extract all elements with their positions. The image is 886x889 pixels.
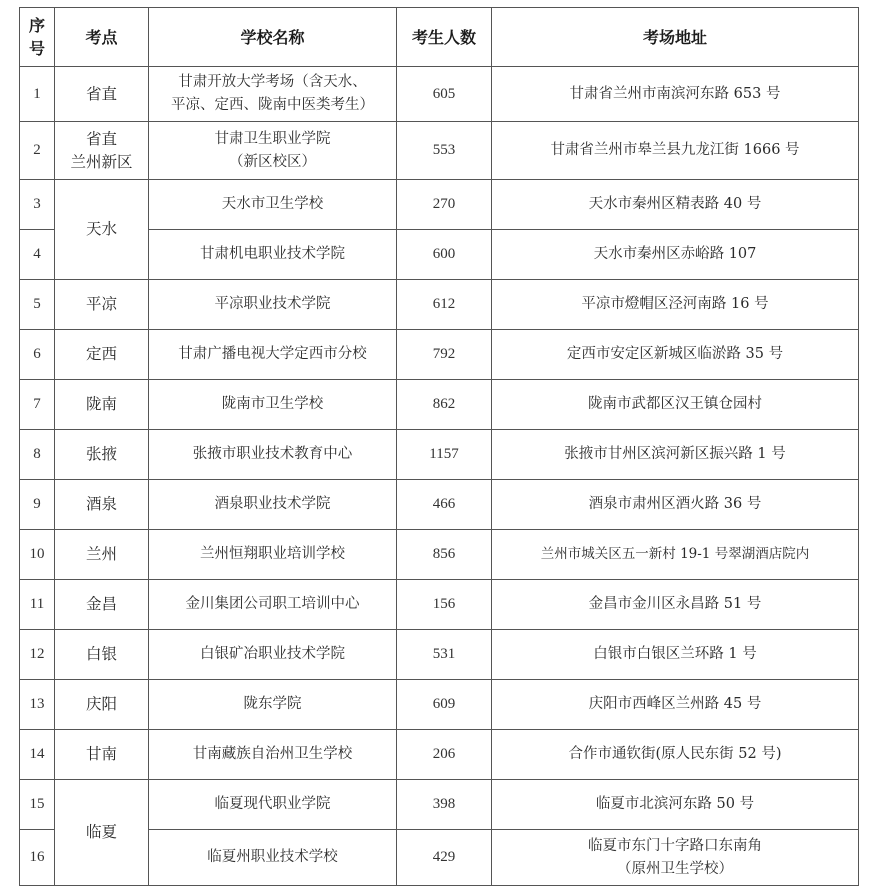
cell-address: 酒泉市肃州区酒火路 36 号	[492, 480, 859, 530]
cell-school: 天水市卫生学校	[149, 180, 397, 230]
cell-address: 金昌市金川区永昌路 51 号	[492, 580, 859, 630]
cell-count: 429	[397, 830, 492, 886]
cell-school	[149, 122, 397, 180]
table-row	[20, 180, 859, 230]
cell-seq: 9	[20, 480, 55, 530]
cell-count: 605	[397, 67, 492, 122]
cell-school: 甘肃广播电视大学定西市分校	[149, 330, 397, 380]
cell-seq: 11	[20, 580, 55, 630]
table-row	[20, 530, 859, 580]
cell-address: 张掖市甘州区滨河新区振兴路 1 号	[492, 430, 859, 480]
table-row	[20, 730, 859, 780]
cell-point-line: 省直	[85, 129, 117, 148]
cell-address: 合作市通钦街(原人民东街 52 号)	[492, 730, 859, 780]
cell-point-line: 兰州新区	[70, 152, 133, 171]
cell-seq: 15	[20, 780, 55, 830]
cell-seq: 12	[20, 630, 55, 680]
cell-point: 定西	[55, 330, 149, 380]
cell-address: 甘肃省兰州市皋兰县九龙江街 1666 号	[492, 122, 859, 180]
cell-school: 临夏现代职业学院	[149, 780, 397, 830]
cell-school: 酒泉职业技术学院	[149, 480, 397, 530]
cell-seq: 14	[20, 730, 55, 780]
cell-point: 天水	[55, 180, 149, 280]
cell-count: 792	[397, 330, 492, 380]
cell-seq: 1	[20, 67, 55, 122]
cell-count: 862	[397, 380, 492, 430]
cell-school: 陇南市卫生学校	[149, 380, 397, 430]
cell-school: 临夏州职业技术学校	[149, 830, 397, 886]
cell-seq: 16	[20, 830, 55, 886]
cell-point	[55, 122, 149, 180]
cell-count: 270	[397, 180, 492, 230]
cell-count: 398	[397, 780, 492, 830]
table-row	[20, 780, 859, 830]
cell-seq: 4	[20, 230, 55, 280]
cell-seq: 3	[20, 180, 55, 230]
cell-point: 张掖	[55, 430, 149, 480]
header-seq-line: 号	[28, 39, 45, 58]
cell-seq: 2	[20, 122, 55, 180]
cell-school: 张掖市职业技术教育中心	[149, 430, 397, 480]
cell-count: 156	[397, 580, 492, 630]
cell-school	[149, 67, 397, 122]
cell-point: 白银	[55, 630, 149, 680]
cell-count: 612	[397, 280, 492, 330]
cell-point: 兰州	[55, 530, 149, 580]
cell-point: 省直	[55, 67, 149, 122]
cell-address	[492, 830, 859, 886]
table-row	[20, 580, 859, 630]
cell-count: 466	[397, 480, 492, 530]
cell-count: 856	[397, 530, 492, 580]
cell-count: 600	[397, 230, 492, 280]
cell-point: 金昌	[55, 580, 149, 630]
cell-point: 平凉	[55, 280, 149, 330]
cell-point: 庆阳	[55, 680, 149, 730]
header-count: 考生人数	[397, 8, 492, 67]
header-school: 学校名称	[149, 8, 397, 67]
table-row	[20, 680, 859, 730]
cell-address-line: 临夏市东门十字路口东南角	[588, 837, 762, 854]
cell-count: 553	[397, 122, 492, 180]
table-row	[20, 430, 859, 480]
cell-school: 兰州恒翔职业培训学校	[149, 530, 397, 580]
cell-address: 定西市安定区新城区临淤路 35 号	[492, 330, 859, 380]
cell-seq: 6	[20, 330, 55, 380]
cell-address-line: （原州卫生学校）	[617, 860, 733, 877]
header-seq	[20, 8, 55, 67]
cell-school: 陇东学院	[149, 680, 397, 730]
header-row	[20, 8, 859, 67]
cell-count: 1157	[397, 430, 492, 480]
cell-address: 陇南市武都区汉王镇仓园村	[492, 380, 859, 430]
cell-seq: 13	[20, 680, 55, 730]
table-row	[20, 330, 859, 380]
table-row	[20, 380, 859, 430]
cell-point: 酒泉	[55, 480, 149, 530]
cell-address: 平凉市燈帽区泾河南路 16 号	[492, 280, 859, 330]
cell-count: 206	[397, 730, 492, 780]
cell-school-line: 甘肃开放大学考场（含天水、	[178, 74, 367, 90]
cell-address: 天水市秦州区精表路 40 号	[492, 180, 859, 230]
cell-address: 临夏市北滨河东路 50 号	[492, 780, 859, 830]
cell-point: 临夏	[55, 780, 149, 886]
exam-site-table	[19, 7, 859, 886]
cell-school: 甘南藏族自治州卫生学校	[149, 730, 397, 780]
cell-school: 甘肃机电职业技术学院	[149, 230, 397, 280]
cell-school: 白银矿冶职业技术学院	[149, 630, 397, 680]
cell-seq: 10	[20, 530, 55, 580]
cell-address: 天水市秦州区赤峪路 107	[492, 230, 859, 280]
cell-address: 甘肃省兰州市南滨河东路 653 号	[492, 67, 859, 122]
cell-count: 609	[397, 680, 492, 730]
table-row	[20, 122, 859, 180]
cell-seq: 7	[20, 380, 55, 430]
header-address: 考场地址	[492, 8, 859, 67]
cell-address: 庆阳市西峰区兰州路 45 号	[492, 680, 859, 730]
cell-school-line: 平凉、定西、陇南中医类考生）	[171, 97, 374, 113]
cell-school-line: （新区校区）	[229, 153, 316, 170]
table-row	[20, 480, 859, 530]
cell-address: 白银市白银区兰环路 1 号	[492, 630, 859, 680]
cell-school-line: 甘肃卫生职业学院	[214, 130, 331, 147]
cell-seq: 8	[20, 430, 55, 480]
cell-school: 平凉职业技术学院	[149, 280, 397, 330]
table-row	[20, 67, 859, 122]
header-point: 考点	[55, 8, 149, 67]
cell-address: 兰州市城关区五一新村 19-1 号翠湖酒店院内	[492, 530, 859, 580]
cell-point: 陇南	[55, 380, 149, 430]
table-row	[20, 630, 859, 680]
header-seq-line: 序	[28, 16, 45, 35]
cell-school: 金川集团公司职工培训中心	[149, 580, 397, 630]
cell-point: 甘南	[55, 730, 149, 780]
cell-seq: 5	[20, 280, 55, 330]
cell-count: 531	[397, 630, 492, 680]
table-row	[20, 280, 859, 330]
